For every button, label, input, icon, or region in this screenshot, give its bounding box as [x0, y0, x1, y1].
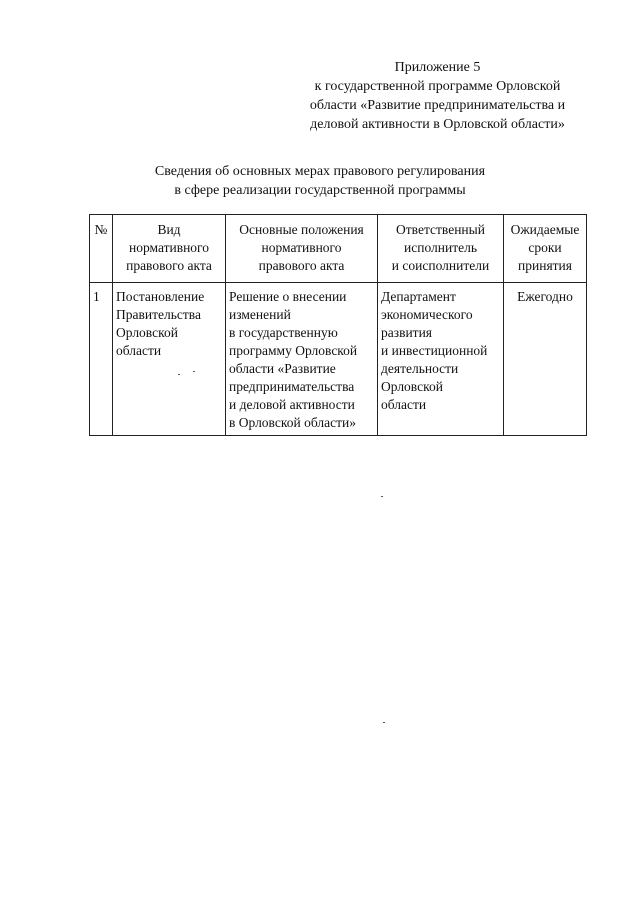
header-main-provisions — [226, 215, 378, 283]
cell-text: программу Орловской — [229, 343, 358, 358]
cell-text: и деловой активности — [229, 397, 355, 412]
header-text: Ответственный — [396, 222, 485, 237]
cell-text: развития — [381, 325, 433, 340]
cell-text: области — [381, 397, 427, 412]
document-title — [90, 162, 550, 200]
cell-text: и инвестиционной — [381, 343, 488, 358]
appendix-block — [290, 58, 585, 134]
header-text: № — [94, 222, 108, 237]
cell-text: предпринимательства — [229, 379, 355, 394]
cell-text: Решение о внесении — [229, 289, 347, 304]
header-text: и соисполнители — [391, 258, 490, 273]
cell-text: Орловской — [116, 325, 178, 340]
header-text: Основные положения — [239, 222, 364, 237]
header-text: Вид — [157, 222, 181, 237]
header-text: правового акта — [258, 258, 345, 273]
appendix-line: области «Развитие предпринимательства и — [309, 98, 566, 113]
header-text: нормативного — [261, 240, 342, 255]
cell-text: Правительства — [116, 307, 201, 322]
cell-text: 1 — [93, 289, 100, 304]
cell-text: области «Развитие — [229, 361, 336, 376]
cell-act-type — [113, 283, 226, 436]
cell-text: Департамент — [381, 289, 456, 304]
header-text: исполнитель — [404, 240, 477, 255]
scan-speck — [178, 374, 180, 375]
cell-expected-dates — [504, 283, 587, 436]
title-line: Сведения об основных мерах правового регулирования — [154, 164, 486, 179]
header-text: сроки — [528, 240, 562, 255]
cell-text: в государственную — [229, 325, 338, 340]
cell-text: Орловской — [381, 379, 443, 394]
header-text: Ожидаемые — [510, 222, 580, 237]
cell-text: экономического — [381, 307, 473, 322]
cell-text: в Орловской области» — [229, 415, 356, 430]
scan-speck — [381, 496, 383, 497]
title-line: в сфере реализации государственной программы — [174, 183, 466, 198]
table-row — [90, 283, 587, 436]
cell-text: изменений — [229, 307, 291, 322]
header-act-type — [113, 215, 226, 283]
appendix-line: Приложение 5 — [394, 60, 481, 75]
appendix-line: к государственной программе Орловской — [314, 79, 561, 94]
cell-text: деятельности — [381, 361, 459, 376]
header-number — [90, 215, 113, 283]
appendix-line: деловой активности в Орловской области» — [310, 117, 565, 132]
cell-text: области — [116, 343, 162, 358]
table-header-row — [90, 215, 587, 283]
cell-number — [90, 283, 113, 436]
regulation-measures-table — [89, 214, 587, 436]
header-expected-dates — [504, 215, 587, 283]
header-text: принятия — [518, 258, 572, 273]
header-text: нормативного — [128, 240, 210, 255]
cell-text: Ежегодно — [517, 289, 573, 304]
cell-responsible — [378, 283, 504, 436]
header-responsible — [378, 215, 504, 283]
header-text: правового акта — [126, 258, 212, 273]
scan-speck — [193, 371, 195, 372]
cell-text: Постановление — [116, 289, 205, 304]
cell-main-provisions — [226, 283, 378, 436]
scan-speck — [383, 722, 385, 723]
